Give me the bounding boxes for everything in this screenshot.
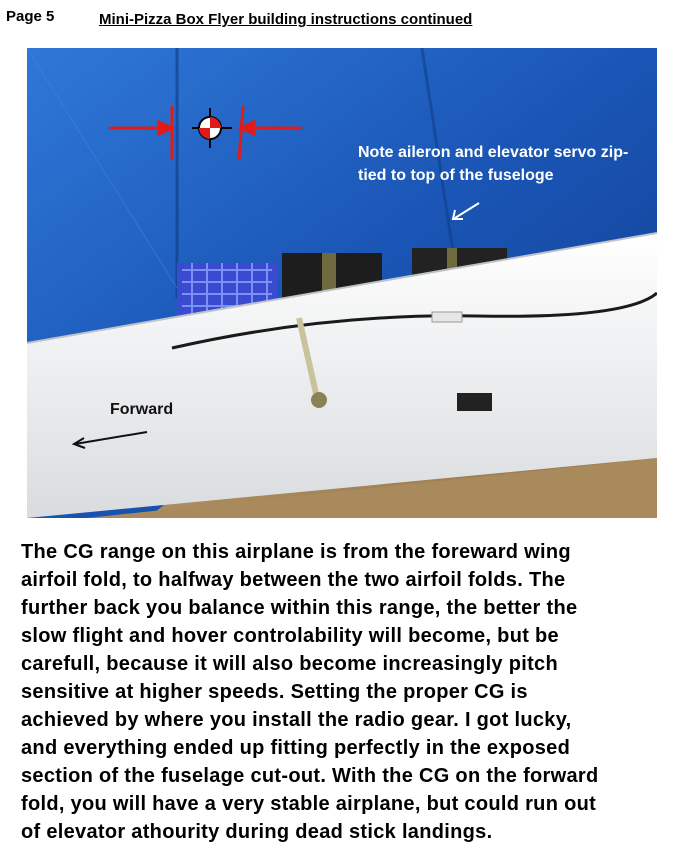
- page-number: Page 5: [6, 8, 55, 25]
- text-line: fold, you will have a very stable airplane, but could run out: [21, 793, 597, 815]
- servo-annotation: Note aileron and elevator servo zip-tied to top of the fuseloge: [358, 144, 629, 184]
- text-line: and everything ended up fitting perfectly in the exposed: [21, 737, 571, 759]
- instructions-paragraph: [21, 538, 693, 846]
- text-line: achieved by where you install the radio gear. I got lucky,: [21, 709, 572, 731]
- text-line: of elevator athourity during dead stick landings.: [21, 821, 493, 843]
- text-line: carefull, because it will also become increasingly pitch: [21, 653, 558, 675]
- text-line: airfoil fold, to halfway between the two airfoil folds. The: [21, 569, 566, 591]
- forward-annotation: Forward: [110, 401, 174, 418]
- text-line: further back you balance within this range, the better the: [21, 597, 578, 619]
- text-line: sensitive at higher speeds. Setting the proper CG is: [21, 681, 528, 703]
- fuselage-photo: [27, 48, 657, 518]
- text-line: slow flight and hover controlability will become, but be: [21, 625, 559, 647]
- text-line: The CG range on this airplane is from the foreward wing: [21, 541, 571, 563]
- text-line: section of the fuselage cut-out. With the CG on the forward: [21, 765, 599, 787]
- page-title: Mini-Pizza Box Flyer building instructions continued: [99, 11, 473, 28]
